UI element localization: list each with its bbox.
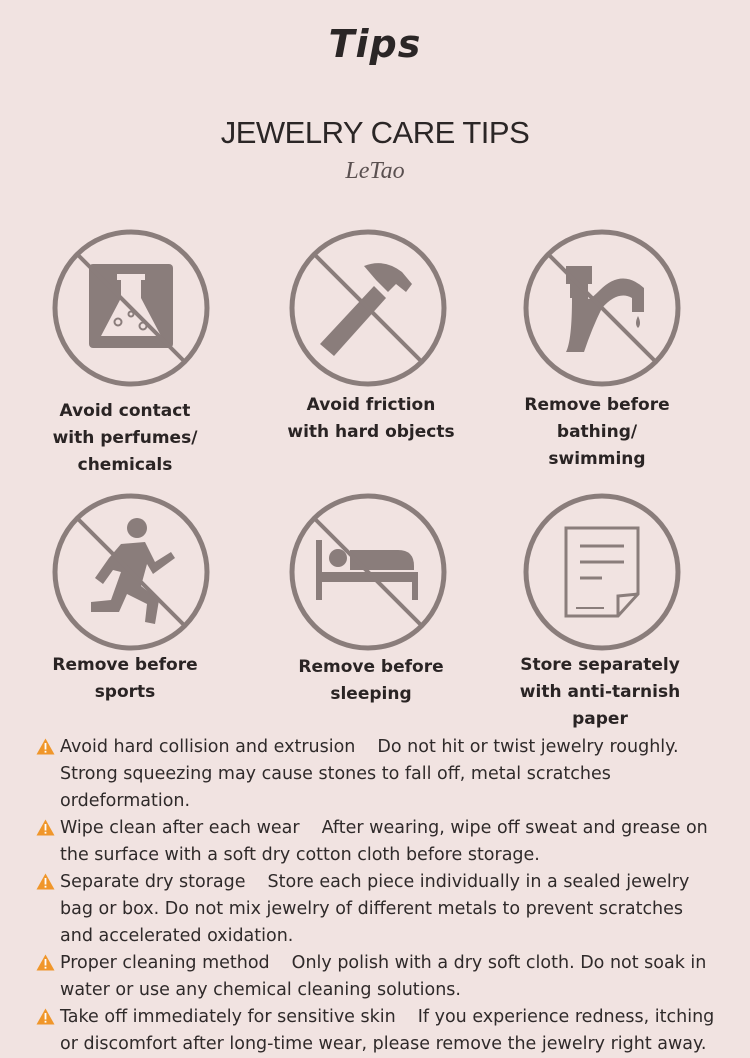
flask-icon <box>51 228 211 388</box>
tip-heading: Separate dry storage <box>60 872 246 892</box>
caption-line: Avoid friction <box>306 395 436 415</box>
tip-heading: Proper cleaning method <box>60 953 270 973</box>
caption-sleeping <box>271 654 471 708</box>
caption-hard-objects <box>271 392 471 446</box>
list-item <box>36 815 716 869</box>
warning-icon <box>36 873 55 890</box>
caption-storage <box>500 652 700 733</box>
caption-line: paper <box>572 709 628 729</box>
caption-line: with anti-tarnish <box>519 682 681 702</box>
list-item <box>36 869 716 950</box>
caption-line: Remove before <box>52 655 198 675</box>
warning-icon <box>36 954 55 971</box>
tip-heading: Take off immediately for sensitive skin <box>60 1007 396 1027</box>
tips-header: Tips <box>328 22 422 66</box>
caption-line: Avoid contact <box>59 401 191 421</box>
caption-line: sleeping <box>330 684 412 704</box>
caption-line: swimming <box>548 449 646 469</box>
caption-line: sports <box>94 682 156 702</box>
page-title: JEWELRY CARE TIPS <box>220 115 530 150</box>
warning-icon <box>36 819 55 836</box>
warning-icon <box>36 1008 55 1025</box>
tip-heading: Avoid hard collision and extrusion <box>60 737 356 757</box>
tip-text: Store each piece individually in a sealed jewelry bag or box. Do not mix jewelry of different metals to prevent scratches and accelerated oxidation. <box>60 872 690 946</box>
list-item <box>36 734 716 815</box>
brand-signature: LeTao <box>345 158 405 184</box>
caption-sports <box>25 652 225 706</box>
caption-line: with perfumes/ <box>52 428 198 448</box>
list-item <box>36 950 716 1004</box>
caption-line: Remove before <box>524 395 670 415</box>
tip-text: If you experience redness, itching or discomfort after long-time wear, please remove the jewelry right away. <box>60 1007 715 1054</box>
faucet-icon <box>522 228 682 388</box>
warning-icon <box>36 738 55 755</box>
tip-text: Only polish with a dry soft cloth. Do not soak in water or use any chemical cleaning solutions. <box>60 953 707 1000</box>
caption-line: bathing/ <box>556 422 638 442</box>
tip-text: After wearing, wipe off sweat and grease on the surface with a soft dry cotton cloth before storage. <box>60 818 708 865</box>
tip-text: Do not hit or twist jewelry roughly. Strong squeezing may cause stones to fall off, metal scratches ordeformation. <box>60 737 679 811</box>
document-icon <box>522 492 682 652</box>
care-tips-list <box>36 734 716 1058</box>
caption-line: Remove before <box>298 657 444 677</box>
hammer-icon <box>288 228 448 388</box>
caption-line: with hard objects <box>287 422 455 442</box>
caption-bathing <box>497 392 697 473</box>
running-person-icon <box>51 492 211 652</box>
caption-line: chemicals <box>77 455 173 475</box>
bed-icon <box>288 492 448 652</box>
caption-line: Store separately <box>520 655 680 675</box>
caption-chemicals <box>25 398 225 479</box>
tip-heading: Wipe clean after each wear <box>60 818 300 838</box>
